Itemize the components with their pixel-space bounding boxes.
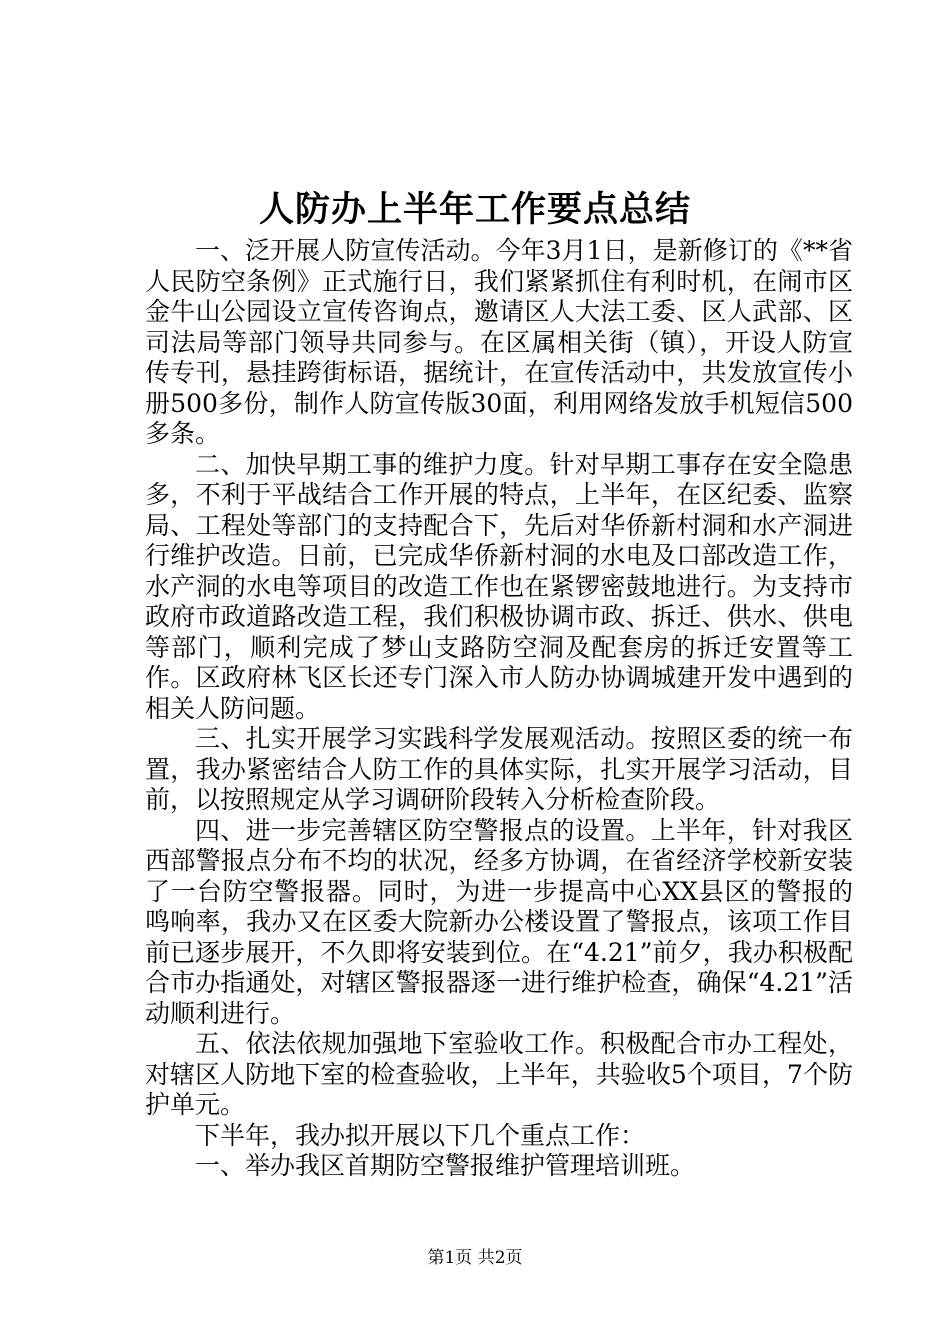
page-footer: 第1页 共2页 <box>427 1248 523 1268</box>
paragraph-alarm-points: 四、进一步完善辖区防空警报点的设置。上半年，针对我区西部警报点分布不均的状况，经多方协调，在省经济学校新安装了一台防空警报器。同时，为进一步提高中心XX县区的警报的鸣响率，我办又在区委大院新办公楼设置了警报点，该项工作目前已逐步展开，不久即将安装到位。在“4.21”前夕，我办积极配合市办指通处，对辖区警报器逐一进行维护检查，确保“4.21”活动顺利进行。 <box>145 815 853 1028</box>
paragraph-study-practice: 三、扎实开展学习实践科学发展观活动。按照区委的统一布置，我办紧密结合人防工作的具体实际，扎实开展学习活动，目前，以按照规定从学习调研阶段转入分析检查阶段。 <box>145 724 853 814</box>
paragraph-early-works: 二、加快早期工事的维护力度。针对早期工事存在安全隐患多，不利于平战结合工作开展的特点，上半年，在区纪委、监察局、工程处等部门的支持配合下，先后对华侨新村洞和水产洞进行维护改造。日前，已完成华侨新村洞的水电及口部改造工作，水产洞的水电等项目的改造工作也在紧锣密鼓地进行。为支持市政府市政道路改造工程，我们积极协调市政、拆迁、供水、供电等部门，顺利完成了梦山支路防空洞及配套房的拆迁安置等工作。区政府林飞区长还专门深入市人防办协调城建开发中遇到的相关人防问题。 <box>145 449 853 723</box>
paragraph-second-half-intro: 下半年，我办拟开展以下几个重点工作： <box>195 1120 646 1150</box>
paragraph-publicity: 一、泛开展人防宣传活动。今年3月1日，是新修订的《**省人民防空条例》正式施行日，我们紧紧抓住有利时机，在闹市区金牛山公园设立宣传咨询点，邀请区人大法工委、区人武部、区司法局等部门领导共同参与。在区属相关街（镇），开设人防宣传专刊，悬挂跨街标语，据统计，在宣传活动中，共发放宣传小册500多份，制作人防宣传版30面，利用网络发放手机短信500多条。 <box>145 236 853 448</box>
paragraph-training-class: 一、举办我区首期防空警报维护管理培训班。 <box>195 1151 696 1180</box>
paragraph-basement-inspection: 五、依法依规加强地下室验收工作。积极配合市办工程处，对辖区人防地下室的检查验收，上半年，共验收5个项目，7个防护单元。 <box>145 1029 853 1119</box>
document-title: 人防办上半年工作要点总结 <box>258 189 691 230</box>
document-body <box>145 236 853 1182</box>
